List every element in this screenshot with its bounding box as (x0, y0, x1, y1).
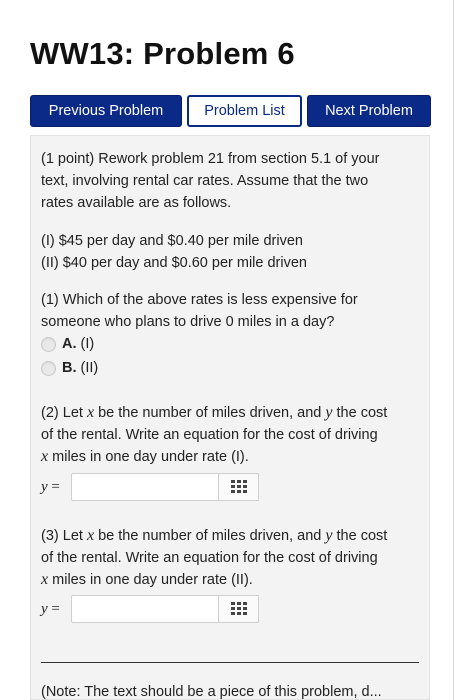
math-var-x: x (41, 448, 49, 465)
intro-line: text, involving rental car rates. Assume that the two (41, 173, 369, 189)
choice-b[interactable] (41, 360, 98, 376)
math-var-x: x (41, 571, 49, 588)
answer-row-two (41, 595, 259, 623)
question-line (41, 446, 411, 468)
keypad-grid-icon[interactable] (219, 595, 259, 623)
answer-row-one (41, 473, 259, 501)
answer-input-two[interactable] (71, 595, 219, 623)
question-line (41, 525, 411, 547)
problem-panel (30, 135, 430, 700)
question-line (41, 402, 411, 424)
choice-a-radio[interactable] (41, 337, 56, 352)
math-var-y: y (325, 527, 333, 544)
choice-letter: B. (62, 360, 77, 376)
keypad-grid-icon[interactable] (219, 473, 259, 501)
math-var-x: x (86, 404, 95, 421)
problem-intro (41, 148, 411, 214)
math-var-y: y (325, 404, 333, 421)
choice-a[interactable] (41, 336, 94, 352)
intro-line: rates available are as follows. (41, 195, 232, 211)
question-line (41, 569, 411, 591)
math-var-y: y (41, 600, 48, 617)
rate-one: (I) $45 per day and $0.40 per mile driven (41, 233, 303, 249)
choice-text: (II) (80, 360, 99, 376)
equals-sign: = (51, 478, 60, 495)
question-two (41, 402, 411, 468)
question-one (41, 289, 411, 333)
previous-problem-button[interactable]: Previous Problem (30, 95, 182, 127)
page-edge-rule (453, 0, 454, 700)
question-line: (1) Which of the above rates is less expensive for (41, 292, 358, 308)
text-fragment: the cost (332, 405, 388, 421)
equation-label (41, 601, 71, 618)
rates-list (41, 230, 411, 274)
choice-b-radio[interactable] (41, 361, 56, 376)
page-title: WW13: Problem 6 (30, 36, 295, 71)
answer-input-one[interactable] (71, 473, 219, 501)
question-line: of the rental. Write an equation for the cost of driving (41, 427, 378, 443)
rate-two: (II) $40 per day and $0.60 per mile driven (41, 255, 307, 271)
text-fragment: miles in one day under rate (II). (48, 572, 253, 588)
choice-text: (I) (80, 336, 95, 352)
problem-nav (30, 95, 431, 127)
text-fragment: be the number of miles driven, and (94, 405, 326, 421)
next-problem-button[interactable]: Next Problem (307, 95, 431, 127)
question-line: someone who plans to drive 0 miles in a day? (41, 314, 335, 330)
intro-line: (1 point) Rework problem 21 from section 5.1 of your (41, 151, 380, 167)
math-var-y: y (41, 478, 48, 495)
equals-sign: = (51, 600, 60, 617)
text-fragment: (3) Let (41, 528, 87, 544)
question-three (41, 525, 411, 591)
text-fragment: the cost (332, 528, 388, 544)
footnote-text: (Note: The text should be a piece of this problem, d... (41, 684, 382, 700)
text-fragment: (2) Let (41, 405, 87, 421)
math-var-x: x (86, 527, 95, 544)
choice-letter: A. (62, 336, 77, 352)
text-fragment: be the number of miles driven, and (94, 528, 326, 544)
text-fragment: miles in one day under rate (I). (48, 449, 249, 465)
question-line: of the rental. Write an equation for the cost of driving (41, 550, 378, 566)
section-divider (41, 662, 419, 663)
equation-label (41, 479, 71, 496)
problem-list-button[interactable]: Problem List (187, 95, 302, 127)
